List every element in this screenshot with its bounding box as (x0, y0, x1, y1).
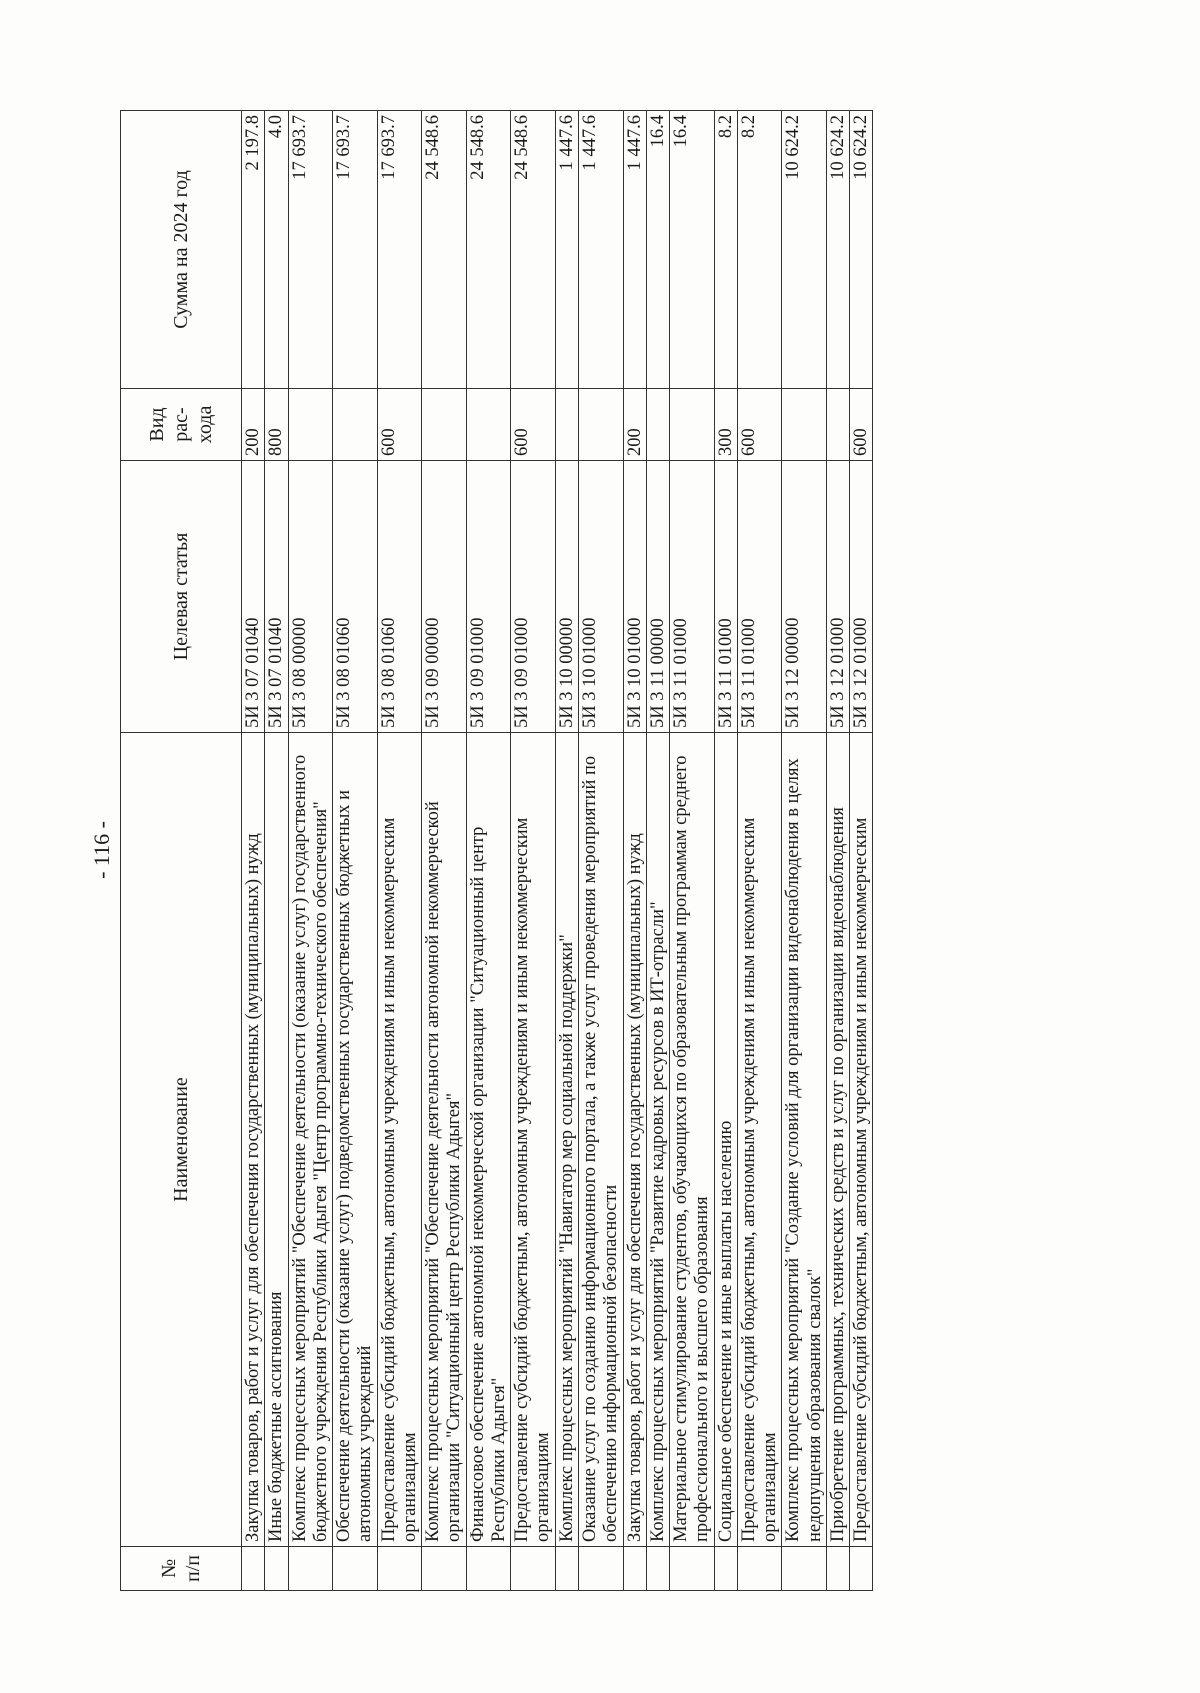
row-name: Финансовое обеспечение автономной некоммерческой организации "Ситуационный центр Республики Адыгея" (466, 733, 511, 1547)
row-type: 600 (737, 389, 782, 461)
row-type: 800 (265, 389, 288, 461)
table-body (242, 111, 873, 1591)
row-num (422, 1547, 467, 1591)
row-type: 200 (623, 389, 646, 461)
table-row (377, 111, 422, 1591)
row-type: 600 (511, 389, 556, 461)
row-num (288, 1547, 333, 1591)
table-row (826, 111, 849, 1591)
row-amount: 1 447.6 (555, 111, 578, 389)
row-num (265, 1547, 288, 1591)
row-name: Предоставление субсидий бюджетным, автономным учреждениям и иным некоммерческим (850, 733, 873, 1547)
table-row (466, 111, 511, 1591)
table-row (646, 111, 669, 1591)
row-amount: 1 447.6 (623, 111, 646, 389)
row-type (466, 389, 511, 461)
row-code: 5И 3 12 00000 (782, 461, 827, 733)
header-type: Вид рас- хода (121, 389, 242, 461)
row-code: 5И 3 07 01040 (265, 461, 288, 733)
row-code: 5И 3 10 00000 (555, 461, 578, 733)
rotated-table-container (120, 111, 1072, 1591)
row-num (782, 1547, 827, 1591)
row-code: 5И 3 09 01000 (511, 461, 556, 733)
row-code: 5И 3 12 01000 (850, 461, 873, 733)
row-name: Закупка товаров, работ и услуг для обеспечения государственных (муниципальных) нужд (623, 733, 646, 1547)
row-amount: 17 693.7 (333, 111, 378, 389)
row-num (242, 1547, 265, 1591)
table-row (578, 111, 623, 1591)
row-type: 600 (377, 389, 422, 461)
row-type (555, 389, 578, 461)
page-number: - 116 - (89, 821, 114, 879)
row-amount: 10 624.2 (826, 111, 849, 389)
row-amount: 24 548.6 (511, 111, 556, 389)
row-amount: 4.0 (265, 111, 288, 389)
table-row (623, 111, 646, 1591)
row-num (377, 1547, 422, 1591)
row-name: Предоставление субсидий бюджетным, автономным учреждениям и иным некоммерческим организациям (377, 733, 422, 1547)
row-name: Комплекс процессных мероприятий "Развитие кадровых ресурсов в ИТ-отрасли" (646, 733, 669, 1547)
row-code: 5И 3 08 01060 (333, 461, 378, 733)
row-name: Закупка товаров, работ и услуг для обеспечения государственных (муниципальных) нужд (242, 733, 265, 1547)
row-amount: 8.2 (714, 111, 737, 389)
row-code: 5И 3 09 01000 (466, 461, 511, 733)
row-type: 600 (850, 389, 873, 461)
table-row (714, 111, 737, 1591)
header-name: Наименование (121, 733, 242, 1547)
row-type (422, 389, 467, 461)
row-type: 300 (714, 389, 737, 461)
row-type (288, 389, 333, 461)
row-name: Комплекс процессных мероприятий "Обеспечение деятельности автономной некоммерческой организации "Ситуационный центр Республики Адыгея" (422, 733, 467, 1547)
table-row (670, 111, 715, 1591)
row-amount: 8.2 (737, 111, 782, 389)
row-name: Социальное обеспечение и иные выплаты населению (714, 733, 737, 1547)
table-row (333, 111, 378, 1591)
row-amount: 10 624.2 (850, 111, 873, 389)
row-amount: 1 447.6 (578, 111, 623, 389)
row-code: 5И 3 12 01000 (826, 461, 849, 733)
budget-table (120, 110, 873, 1591)
table-row (511, 111, 556, 1591)
row-name: Предоставление субсидий бюджетным, автономным учреждениям и иным некоммерческим организациям (737, 733, 782, 1547)
row-amount: 16.4 (670, 111, 715, 389)
row-name: Комплекс процессных мероприятий "Обеспечение деятельности (оказание услуг) государственного бюджетного учреждения Республики Адыгея "Центр программно-технического обеспечения" (288, 733, 333, 1547)
table-header-row (121, 111, 242, 1591)
row-num (826, 1547, 849, 1591)
row-num (511, 1547, 556, 1591)
row-num (623, 1547, 646, 1591)
row-amount: 16.4 (646, 111, 669, 389)
row-type (782, 389, 827, 461)
row-amount: 17 693.7 (288, 111, 333, 389)
row-num (555, 1547, 578, 1591)
header-amount: Сумма на 2024 год (121, 111, 242, 389)
row-num (646, 1547, 669, 1591)
header-num: № п/п (121, 1547, 242, 1591)
row-code: 5И 3 11 01000 (714, 461, 737, 733)
table-row (242, 111, 265, 1591)
row-name: Комплекс процессных мероприятий "Создание условий для организации видеонаблюдения в целях недопущения образования свалок" (782, 733, 827, 1547)
row-type (826, 389, 849, 461)
row-code: 5И 3 08 00000 (288, 461, 333, 733)
row-code: 5И 3 11 00000 (646, 461, 669, 733)
row-code: 5И 3 07 01040 (242, 461, 265, 733)
row-num (850, 1547, 873, 1591)
row-num (466, 1547, 511, 1591)
row-name: Приобретение программных, технических средств и услуг по организации видеонаблюдения (826, 733, 849, 1547)
row-type (646, 389, 669, 461)
table-row (782, 111, 827, 1591)
row-type (670, 389, 715, 461)
header-code: Целевая статья (121, 461, 242, 733)
row-name: Предоставление субсидий бюджетным, автономным учреждениям и иным некоммерческим организациям (511, 733, 556, 1547)
row-code: 5И 3 11 01000 (670, 461, 715, 733)
row-name: Оказание услуг по созданию информационного портала, а также услуг проведения мероприятий по обеспечению информационной безопасности (578, 733, 623, 1547)
row-code: 5И 3 10 01000 (623, 461, 646, 733)
row-type: 200 (242, 389, 265, 461)
row-num (737, 1547, 782, 1591)
row-name: Комплекс процессных мероприятий "Навигатор мер социальной поддержки" (555, 733, 578, 1547)
row-code: 5И 3 10 01000 (578, 461, 623, 733)
row-num (333, 1547, 378, 1591)
table-row (555, 111, 578, 1591)
row-num (714, 1547, 737, 1591)
row-code: 5И 3 08 01060 (377, 461, 422, 733)
row-amount: 24 548.6 (466, 111, 511, 389)
row-amount: 10 624.2 (782, 111, 827, 389)
table-row (737, 111, 782, 1591)
table-row (850, 111, 873, 1591)
row-amount: 24 548.6 (422, 111, 467, 389)
row-code: 5И 3 09 00000 (422, 461, 467, 733)
table-row (288, 111, 333, 1591)
row-name: Материальное стимулирование студентов, обучающихся по образовательным программам среднего профессионального и высшего образования (670, 733, 715, 1547)
table-row (265, 111, 288, 1591)
row-amount: 17 693.7 (377, 111, 422, 389)
row-type (333, 389, 378, 461)
row-num (578, 1547, 623, 1591)
table-row (422, 111, 467, 1591)
row-name: Иные бюджетные ассигнования (265, 733, 288, 1547)
row-num (670, 1547, 715, 1591)
row-code: 5И 3 11 01000 (737, 461, 782, 733)
row-amount: 2 197.8 (242, 111, 265, 389)
row-type (578, 389, 623, 461)
row-name: Обеспечение деятельности (оказание услуг) подведомственных государственных бюджетных и автономных учреждений (333, 733, 378, 1547)
